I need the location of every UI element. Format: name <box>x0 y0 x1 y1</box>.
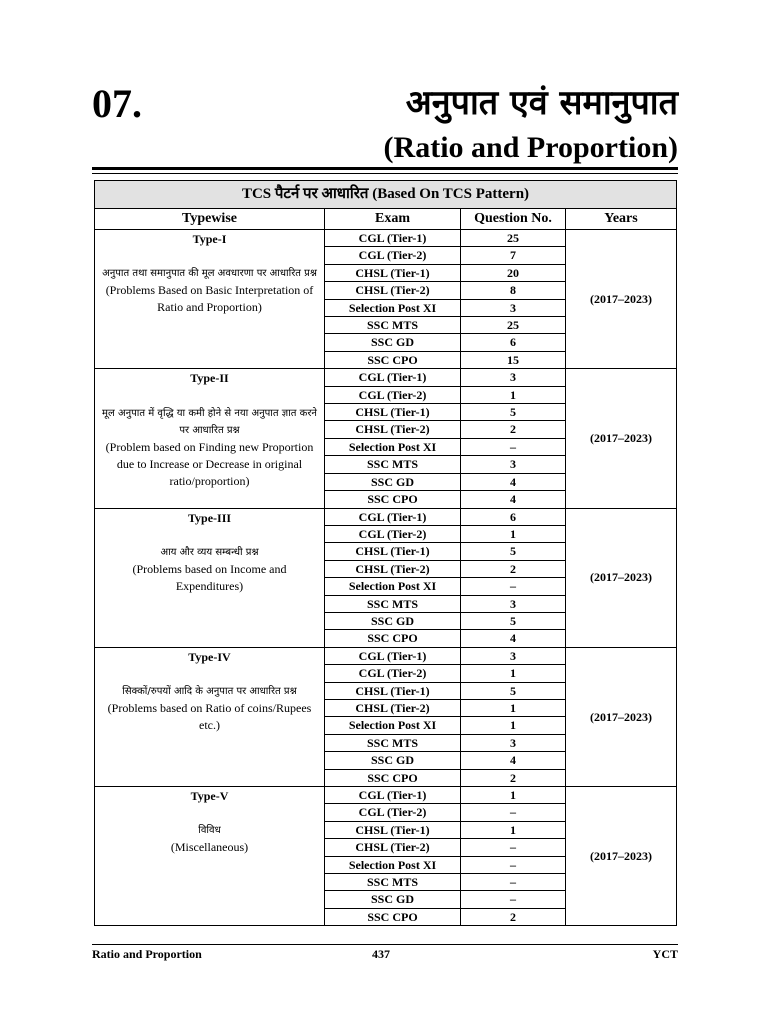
exam-cell: CGL (Tier-1) <box>325 787 461 804</box>
exam-cell: CHSL (Tier-2) <box>325 560 461 577</box>
question-count-cell: 3 <box>461 456 566 473</box>
exam-cell: CHSL (Tier-2) <box>325 839 461 856</box>
pattern-table-wrapper <box>94 180 676 926</box>
exam-cell: SSC MTS <box>325 874 461 891</box>
footer-chapter-name: Ratio and Proportion <box>92 947 202 961</box>
exam-cell: CGL (Tier-2) <box>325 665 461 682</box>
exam-cell: Selection Post XI <box>325 717 461 734</box>
table-row <box>95 787 677 804</box>
exam-cell: SSC CPO <box>325 908 461 925</box>
exam-cell: CGL (Tier-1) <box>325 230 461 247</box>
type-description-cell <box>95 787 325 926</box>
question-count-cell: – <box>461 874 566 891</box>
question-count-cell: 3 <box>461 595 566 612</box>
type-name: Type-IV <box>188 649 231 664</box>
exam-cell: CGL (Tier-2) <box>325 386 461 403</box>
type-description-cell <box>95 647 325 786</box>
question-count-cell: 3 <box>461 369 566 386</box>
question-count-cell: 2 <box>461 421 566 438</box>
exam-cell: CHSL (Tier-1) <box>325 821 461 838</box>
exam-cell: SSC MTS <box>325 734 461 751</box>
question-count-cell: 5 <box>461 612 566 629</box>
question-count-cell: – <box>461 856 566 873</box>
column-header-typewise: Typewise <box>95 209 325 230</box>
question-count-cell: 3 <box>461 299 566 316</box>
question-count-cell: – <box>461 891 566 908</box>
footer-publisher: YCT <box>652 947 678 961</box>
exam-cell: SSC CPO <box>325 769 461 786</box>
pattern-table <box>94 180 677 926</box>
type-description-english: (Problem based on Finding new Proportion due to Increase or Decrease in original ratio/proportion) <box>105 439 314 488</box>
exam-cell: CGL (Tier-2) <box>325 247 461 264</box>
type-description-english: (Problems based on Ratio of coins/Rupees etc.) <box>107 701 312 733</box>
exam-cell: SSC CPO <box>325 351 461 368</box>
exam-cell: Selection Post XI <box>325 299 461 316</box>
exam-cell: CHSL (Tier-2) <box>325 699 461 716</box>
exam-cell: SSC GD <box>325 612 461 629</box>
exam-cell: SSC GD <box>325 334 461 351</box>
question-count-cell: 1 <box>461 787 566 804</box>
exam-cell: CGL (Tier-1) <box>325 647 461 664</box>
question-count-cell: 4 <box>461 630 566 647</box>
footer-page-number: 437 <box>372 947 390 961</box>
question-count-cell: 1 <box>461 386 566 403</box>
years-cell: (2017–2023) <box>566 230 677 369</box>
exam-cell: SSC CPO <box>325 491 461 508</box>
type-name: Type-II <box>190 371 229 386</box>
chapter-number: 07. <box>92 81 142 126</box>
exam-cell: CGL (Tier-1) <box>325 508 461 525</box>
question-count-cell: 4 <box>461 752 566 769</box>
type-name: Type-V <box>190 789 229 803</box>
table-row <box>95 647 677 664</box>
column-header-exam: Exam <box>325 209 461 230</box>
type-description-cell <box>95 369 325 508</box>
question-count-cell: 1 <box>461 665 566 682</box>
exam-cell: CGL (Tier-2) <box>325 804 461 821</box>
exam-cell: SSC MTS <box>325 317 461 334</box>
exam-cell: CGL (Tier-2) <box>325 525 461 542</box>
question-count-cell: 6 <box>461 508 566 525</box>
years-cell: (2017–2023) <box>566 647 677 786</box>
exam-cell: Selection Post XI <box>325 578 461 595</box>
footer-rule <box>92 944 678 945</box>
question-count-cell: 25 <box>461 230 566 247</box>
type-name: Type-I <box>192 232 227 246</box>
question-count-cell: 20 <box>461 264 566 281</box>
column-header-question-no: Question No. <box>461 209 566 230</box>
table-row <box>95 369 677 386</box>
exam-cell: Selection Post XI <box>325 856 461 873</box>
exam-cell: SSC GD <box>325 891 461 908</box>
exam-cell: CGL (Tier-1) <box>325 369 461 386</box>
chapter-title-english: (Ratio and Proportion) <box>383 131 678 164</box>
question-count-cell: 6 <box>461 334 566 351</box>
type-description-hindi: विविध <box>198 825 221 837</box>
exam-cell: CHSL (Tier-1) <box>325 682 461 699</box>
exam-cell: SSC MTS <box>325 456 461 473</box>
exam-cell: SSC GD <box>325 752 461 769</box>
type-description-english: (Problems Based on Basic Interpretation of Ratio and Proportion) <box>105 283 314 315</box>
table-body <box>95 230 677 926</box>
table-heading: TCS पैटर्न पर आधारित (Based On TCS Pattern) <box>95 181 677 209</box>
exam-cell: CHSL (Tier-2) <box>325 282 461 299</box>
years-cell: (2017–2023) <box>566 787 677 926</box>
exam-cell: CHSL (Tier-1) <box>325 264 461 281</box>
type-description-hindi: मूल अनुपात में वृद्धि या कमी होने से नया अनुपात ज्ञात करने पर आधारित प्रश्न <box>102 407 317 436</box>
type-description-cell <box>95 508 325 647</box>
exam-cell: SSC MTS <box>325 595 461 612</box>
question-count-cell: 4 <box>461 473 566 490</box>
question-count-cell: – <box>461 438 566 455</box>
type-description-english: (Miscellaneous) <box>170 840 249 855</box>
table-row <box>95 230 677 247</box>
question-count-cell: 5 <box>461 543 566 560</box>
question-count-cell: 2 <box>461 560 566 577</box>
question-count-cell: 1 <box>461 699 566 716</box>
question-count-cell: 25 <box>461 317 566 334</box>
question-count-cell: 3 <box>461 734 566 751</box>
exam-cell: Selection Post XI <box>325 438 461 455</box>
exam-cell: CHSL (Tier-2) <box>325 421 461 438</box>
question-count-cell: 3 <box>461 647 566 664</box>
exam-cell: CHSL (Tier-1) <box>325 543 461 560</box>
type-description-hindi: आय और व्यय सम्बन्धी प्रश्न <box>160 546 259 558</box>
type-description-english: (Problems based on Income and Expenditures) <box>132 561 287 593</box>
question-count-cell: 7 <box>461 247 566 264</box>
question-count-cell: 5 <box>461 404 566 421</box>
chapter-title-hindi: अनुपात एवं समानुपात <box>405 83 678 123</box>
question-count-cell: 5 <box>461 682 566 699</box>
exam-cell: CHSL (Tier-1) <box>325 404 461 421</box>
exam-cell: SSC GD <box>325 473 461 490</box>
type-name: Type-III <box>187 510 232 525</box>
question-count-cell: 2 <box>461 908 566 925</box>
question-count-cell: 8 <box>461 282 566 299</box>
type-description-cell <box>95 230 325 369</box>
years-cell: (2017–2023) <box>566 369 677 508</box>
question-count-cell: 2 <box>461 769 566 786</box>
type-description-hindi: सिक्कों/रुपयों आदि के अनुपात पर आधारित प्रश्न <box>122 686 297 698</box>
question-count-cell: 15 <box>461 351 566 368</box>
question-count-cell: – <box>461 578 566 595</box>
question-count-cell: 1 <box>461 525 566 542</box>
question-count-cell: 1 <box>461 717 566 734</box>
years-cell: (2017–2023) <box>566 508 677 647</box>
question-count-cell: – <box>461 804 566 821</box>
question-count-cell: – <box>461 839 566 856</box>
question-count-cell: 1 <box>461 821 566 838</box>
type-description-hindi: अनुपात तथा समानुपात की मूल अवधारणा पर आधारित प्रश्न <box>102 268 317 280</box>
title-rule-thick <box>92 167 678 170</box>
exam-cell: SSC CPO <box>325 630 461 647</box>
title-rule-thin <box>92 173 678 174</box>
column-header-years: Years <box>566 209 677 230</box>
table-row <box>95 508 677 525</box>
question-count-cell: 4 <box>461 491 566 508</box>
